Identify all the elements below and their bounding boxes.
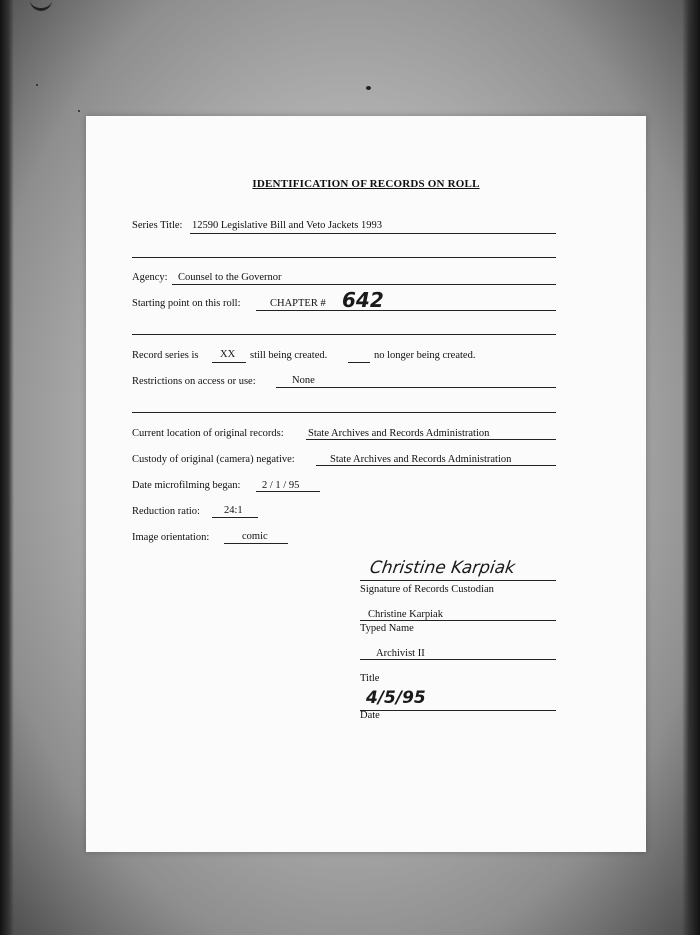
restrictions-label: Restrictions on access or use:	[132, 376, 256, 387]
custody-underline	[316, 465, 556, 466]
date-began-label: Date microfilming began:	[132, 480, 241, 491]
film-speck	[366, 86, 371, 90]
film-corner-mark	[30, 0, 52, 11]
record-series-label: Record series is	[132, 350, 199, 361]
title-underline	[360, 659, 556, 660]
date-began-underline	[256, 491, 320, 492]
blank-line	[132, 412, 556, 413]
date-label: Date	[360, 710, 380, 721]
film-edge-left	[0, 0, 14, 935]
series-title-value: 12590 Legislative Bill and Veto Jackets 1993	[192, 220, 382, 231]
series-title-label: Series Title:	[132, 220, 183, 231]
reduction-ratio-underline	[212, 517, 258, 518]
image-orientation-value: comic	[242, 531, 268, 542]
starting-point-value: CHAPTER #	[270, 298, 326, 309]
custody-value: State Archives and Records Administration	[330, 454, 512, 465]
no-longer-being-created-label: no longer being created.	[374, 350, 476, 361]
title-value: Archivist II	[376, 648, 425, 659]
starting-point-underline	[256, 310, 556, 311]
date-began-value: 2 / 1 / 95	[262, 480, 300, 491]
custody-label: Custody of original (camera) negative:	[132, 454, 295, 465]
agency-underline	[172, 284, 556, 285]
blank-line	[132, 334, 556, 335]
custodian-signature: Christine Karpiak	[368, 558, 517, 578]
reduction-ratio-value: 24:1	[224, 505, 243, 516]
form-title: IDENTIFICATION OF RECORDS ON ROLL	[252, 178, 480, 190]
film-speck	[36, 84, 38, 86]
record-series-value: XX	[220, 349, 236, 360]
record-series-underline	[212, 362, 246, 363]
image-orientation-label: Image orientation:	[132, 532, 210, 543]
signature-underline	[360, 580, 556, 581]
date-underline	[360, 710, 556, 711]
current-location-label: Current location of original records:	[132, 428, 284, 439]
typed-name-value: Christine Karpiak	[368, 609, 443, 620]
reduction-ratio-label: Reduction ratio:	[132, 506, 200, 517]
current-location-value: State Archives and Records Administration	[308, 428, 490, 439]
typed-name-label: Typed Name	[360, 623, 414, 634]
blank-line	[132, 257, 556, 258]
restrictions-underline	[276, 387, 556, 388]
film-edge-right	[682, 0, 700, 935]
starting-point-handwritten: 642	[342, 288, 384, 312]
series-title-underline	[190, 233, 556, 234]
no-longer-underline	[348, 362, 370, 363]
still-being-created-label: still being created.	[250, 350, 328, 361]
restrictions-value: None	[292, 375, 315, 386]
date-handwritten: 4/5/95	[366, 688, 426, 708]
signature-label: Signature of Records Custodian	[360, 584, 494, 595]
image-orientation-underline	[224, 543, 288, 544]
current-location-underline	[306, 439, 556, 440]
agency-label: Agency:	[132, 272, 168, 283]
document-page	[86, 116, 646, 852]
agency-value: Counsel to the Governor	[178, 272, 282, 283]
film-speck	[78, 110, 80, 112]
title-label: Title	[360, 673, 380, 684]
starting-point-label: Starting point on this roll:	[132, 298, 241, 309]
typed-name-underline	[360, 620, 556, 621]
